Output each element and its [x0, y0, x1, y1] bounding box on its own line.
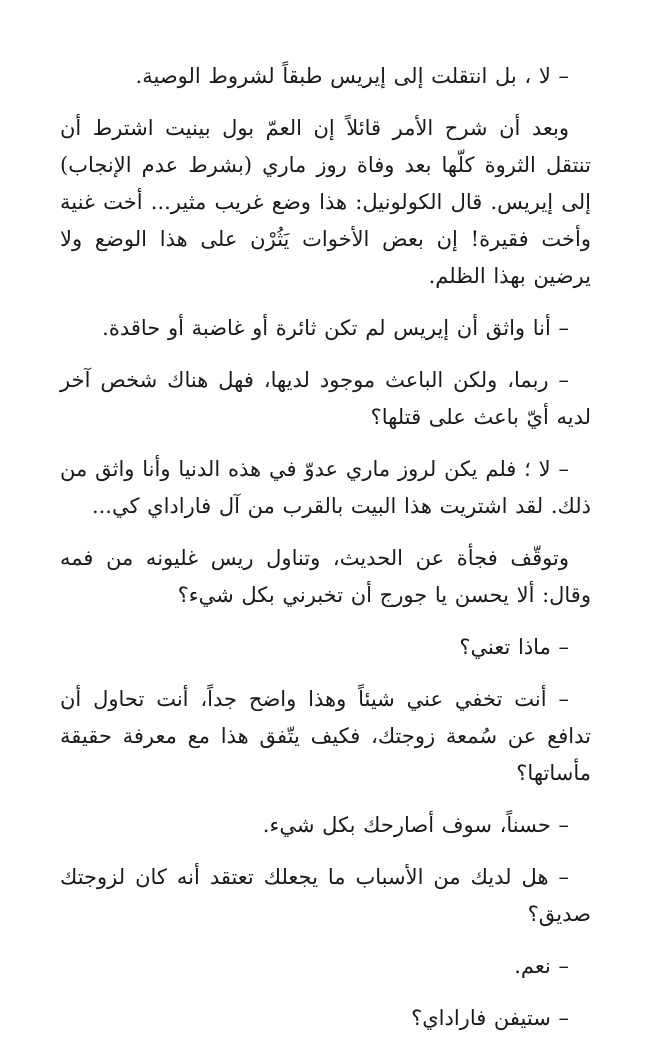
paragraph-4: – ربما، ولكن الباعث موجود لديها، فهل هناك شخص آخر لديه أيّ باعث على قتلها؟	[60, 368, 591, 429]
paragraph-12: – ستيفن فاراداي؟	[411, 1006, 569, 1030]
paragraph-8: – أنت تخفي عني شيئاً وهذا واضح جداً، أنت تحاول أن تدافع عن سُمعة زوجتك، فكيف يتّفق هذا مع معرفة حقيقة مأساتها؟	[60, 687, 591, 785]
paragraph-11: – نعم.	[514, 954, 569, 978]
paragraph-6: وتوقّف فجأة عن الحديث، وتناول ريس غليونه من فمه وقال: ألا يحسن يا جورج أن تخبرني بكل شيء؟	[60, 546, 591, 607]
paragraph-1: – لا ، بل انتقلت إلى إيريس طبقاً لشروط الوصية.	[135, 64, 569, 88]
paragraph-7: – ماذا تعني؟	[459, 635, 569, 659]
paragraph-9: – حسناً، سوف أصارحك بكل شيء.	[262, 813, 569, 837]
book-page	[60, 58, 591, 1030]
paragraph-2: وبعد أن شرح الأمر قائلاً إن العمّ بول بينيت اشترط أن تنتقل الثروة كلّها بعد وفاة روز ماري (بشرط عدم الإنجاب) إلى إيريس. قال الكولونيل: هذا وضع غريب مثير... أخت غنية وأخت فقيرة! إن بعض الأخوات يَثُرْن على هذا الوضع ولا يرضين بهذا الظلم.	[60, 116, 591, 288]
paragraph-3: – أنا واثق أن إيريس لم تكن ثائرة أو غاضبة أو حاقدة.	[102, 316, 569, 340]
paragraph-10: – هل لديك من الأسباب ما يجعلك تعتقد أنه كان لزوجتك صديق؟	[60, 865, 591, 926]
paragraph-5: – لا ؛ فلم يكن لروز ماري عدوّ في هذه الدنيا وأنا واثق من ذلك. لقد اشتريت هذا البيت بالقرب من آل فاراداي كي...	[60, 457, 591, 518]
